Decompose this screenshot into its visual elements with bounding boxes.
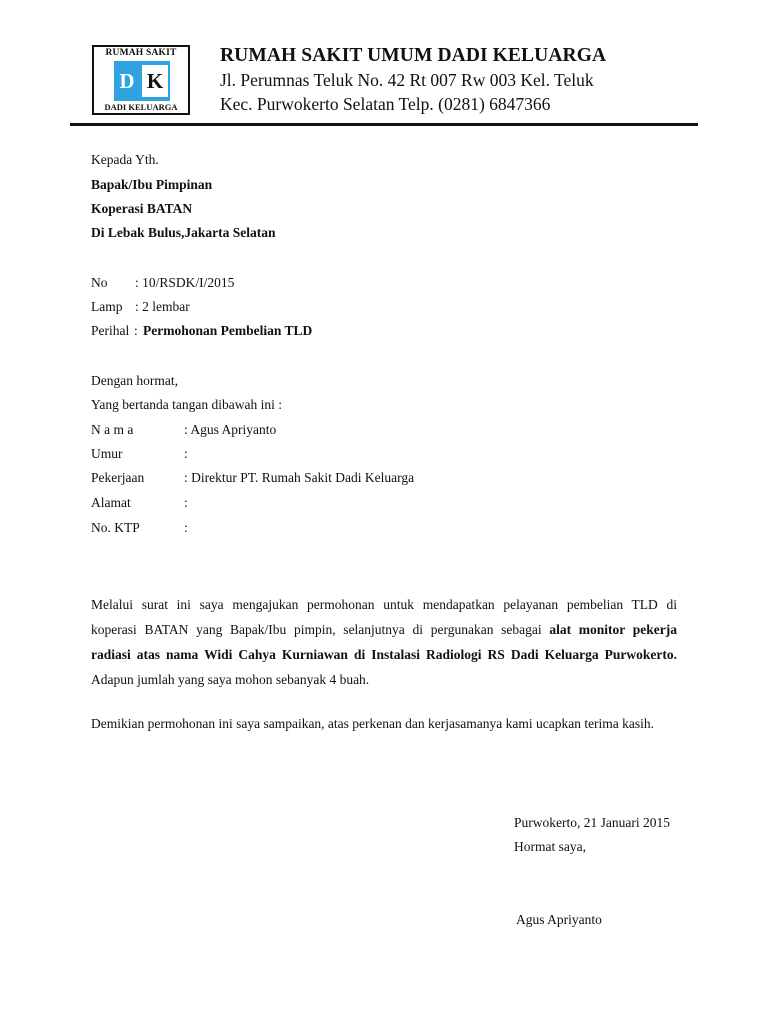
logo-emblem bbox=[114, 61, 170, 101]
identity-label: Alamat bbox=[91, 495, 131, 510]
identity-value: : bbox=[184, 520, 188, 535]
identity-value: : bbox=[184, 495, 188, 510]
identity-label: No. KTP bbox=[91, 520, 140, 535]
meta-lamp-label: Lamp bbox=[91, 299, 123, 314]
closing-paragraph: Demikian permohonan ini saya sampaikan, atas perkenan dan kerjasamanya kami ucapkan terima kasih. bbox=[91, 716, 655, 731]
place-date: Purwokerto, 21 Januari 2015 bbox=[514, 815, 670, 830]
identity-value: : Agus Apriyanto bbox=[184, 422, 277, 437]
letterhead-divider bbox=[70, 123, 698, 126]
logo-bottom-text: DADI KELUARGA bbox=[104, 102, 178, 112]
body-line: Adapun jumlah yang saya mohon sebanyak 4 buah. bbox=[91, 672, 370, 687]
identity-value: : bbox=[184, 446, 188, 461]
hospital-address-line2: Kec. Purwokerto Selatan Telp. (0281) 6847366 bbox=[220, 94, 551, 114]
recipient-salutation: Kepada Yth. bbox=[91, 152, 159, 167]
hospital-address-line1: Jl. Perumnas Teluk No. 42 Rt 007 Rw 003 Kel. Teluk bbox=[220, 70, 594, 90]
identity-value: : Direktur PT. Rumah Sakit Dadi Keluarga bbox=[184, 470, 415, 485]
body-line bbox=[91, 642, 677, 667]
body-emphasis: alat monitor pekerja bbox=[549, 622, 677, 637]
hospital-logo bbox=[92, 45, 190, 115]
greeting: Dengan hormat, bbox=[91, 373, 178, 388]
identity-label: Pekerjaan bbox=[91, 470, 145, 485]
recipient-line1: Bapak/Ibu Pimpinan bbox=[91, 177, 213, 192]
logo-letter-k-box bbox=[142, 65, 168, 97]
body-paragraph bbox=[91, 592, 677, 692]
meta-perihal-label: Perihal bbox=[91, 323, 130, 338]
meta-no-value: : 10/RSDK/I/2015 bbox=[135, 275, 235, 290]
meta-perihal-value: Permohonan Pembelian TLD bbox=[143, 323, 313, 338]
recipient-line3: Di Lebak Bulus,Jakarta Selatan bbox=[91, 225, 276, 240]
identity-label: Umur bbox=[91, 446, 123, 461]
intro-line: Yang bertanda tangan dibawah ini : bbox=[91, 397, 282, 412]
body-text: koperasi BATAN yang Bapak/Ibu pimpin, selanjutnya di pergunakan sebagai bbox=[91, 622, 550, 637]
meta-lamp-value: : 2 lembar bbox=[135, 299, 190, 314]
logo-letter-d: D bbox=[119, 69, 135, 93]
logo-letter-k: K bbox=[146, 69, 164, 93]
regards: Hormat saya, bbox=[514, 839, 586, 854]
meta-perihal-colon: : bbox=[134, 323, 138, 338]
body-emphasis: radiasi atas nama Widi Cahya Kurniawan di Instalasi Radiologi RS Dadi Keluarga Purwokerto. bbox=[91, 647, 677, 662]
body-line bbox=[91, 617, 677, 642]
meta-no-label: No bbox=[91, 275, 108, 290]
body-line: Melalui surat ini saya mengajukan permohonan untuk mendapatkan pelayanan pembelian TLD di bbox=[91, 597, 677, 612]
logo-top-text: RUMAH SAKIT bbox=[105, 48, 177, 58]
hospital-name: RUMAH SAKIT UMUM DADI KELUARGA bbox=[220, 45, 607, 66]
identity-label: N a m a bbox=[91, 422, 134, 437]
recipient-line2: Koperasi BATAN bbox=[91, 201, 193, 216]
signer-name: Agus Apriyanto bbox=[516, 912, 602, 927]
